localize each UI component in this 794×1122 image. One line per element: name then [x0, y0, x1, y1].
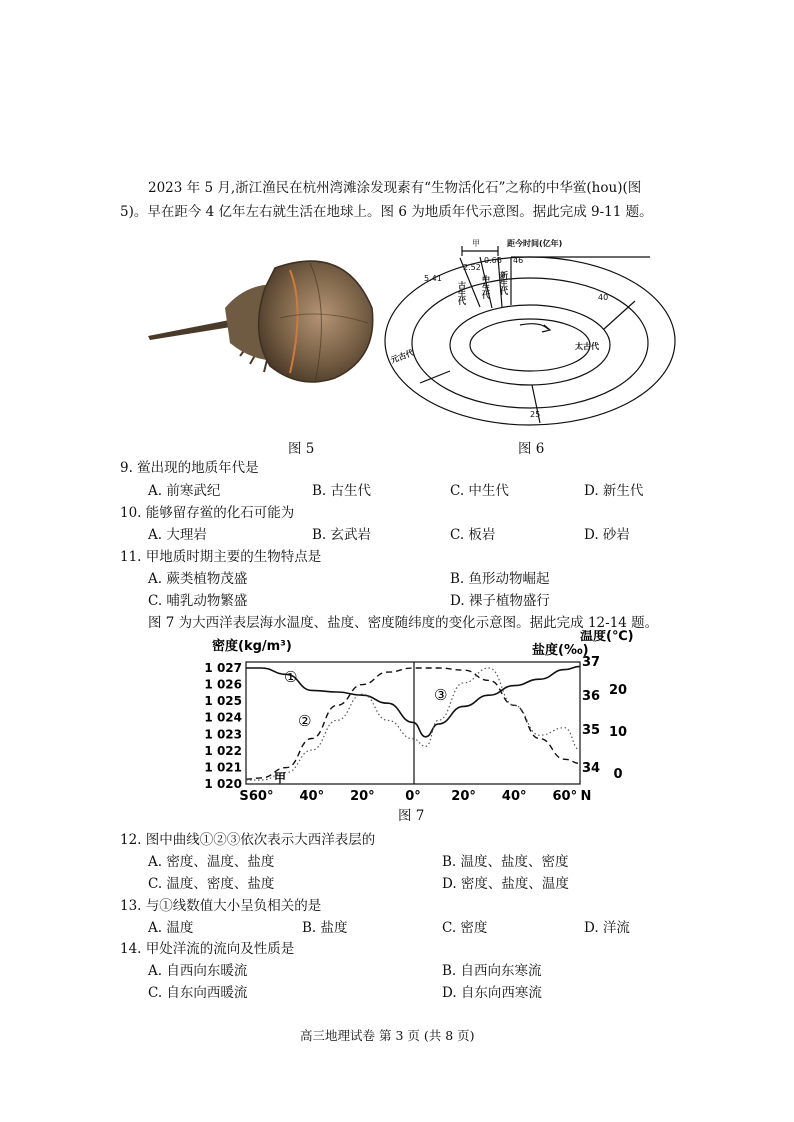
horseshoe-crab-image — [140, 248, 380, 398]
temperature-axis-label: 温度(℃) — [580, 630, 634, 644]
q11-option-c[interactable]: C. 哺乳动物繁盛 — [148, 593, 248, 609]
question-9: 9. 鲎出现的地质年代是 — [120, 460, 259, 476]
density-tick-label: 1 026 — [204, 677, 242, 692]
era-archean: 太古代 — [575, 342, 599, 351]
temperature-tick-label: 10 — [608, 725, 628, 740]
atlantic-surface-chart — [198, 630, 638, 810]
q11-option-b[interactable]: B. 鱼形动物崛起 — [450, 571, 550, 587]
series-1-label: ① — [284, 668, 298, 686]
salinity-tick-label: 35 — [582, 723, 601, 738]
q13-option-c[interactable]: C. 密度 — [442, 920, 488, 936]
x-tick-label: S — [239, 789, 249, 804]
q11-option-d[interactable]: D. 裸子植物盛行 — [450, 593, 550, 609]
fig6-caption: 图 6 — [518, 441, 545, 457]
jia-marker: 甲 — [274, 771, 287, 785]
q13-option-b[interactable]: B. 盐度 — [302, 920, 348, 936]
era-proterozoic: 元古代 — [389, 348, 416, 365]
salinity-tick-label: 37 — [582, 655, 601, 670]
q10-option-b[interactable]: B. 玄武岩 — [312, 527, 372, 543]
x-tick-label: 20° — [350, 789, 375, 804]
temperature-tick-label: 20 — [608, 683, 628, 698]
page-footer: 高三地理试卷 第 3 页 (共 8 页) — [300, 1028, 475, 1043]
question-11: 11. 甲地质时期主要的生物特点是 — [120, 549, 322, 565]
density-tick-label: 1 020 — [204, 777, 242, 791]
x-tick-label: 0° — [405, 789, 421, 804]
q11-option-a[interactable]: A. 蕨类植物茂盛 — [148, 571, 248, 587]
q13-option-d[interactable]: D. 洋流 — [584, 920, 630, 936]
density-tick-label: 1 023 — [204, 727, 242, 742]
q10-option-c[interactable]: C. 板岩 — [450, 527, 496, 543]
tick-2.52: 2.52 — [463, 263, 481, 272]
time-axis-header: 距今时间(亿年) — [507, 239, 563, 248]
density-axis-label: 密度(kg/m³) — [212, 639, 292, 654]
q12-option-a[interactable]: A. 密度、温度、盐度 — [148, 854, 275, 870]
series-2-label: ② — [298, 712, 312, 730]
intro-fig7: 图 7 为大西洋表层海水温度、盐度、密度随纬度的变化示意图。据此完成 12-14 题。 — [148, 615, 659, 631]
era-mesozoic: 中生代 — [481, 275, 491, 299]
question-13: 13. 与①线数值大小呈负相关的是 — [120, 898, 322, 914]
density-tick-label: 1 022 — [204, 743, 242, 758]
density-tick-label: 1 027 — [204, 661, 242, 675]
series-3-label: ③ — [434, 686, 448, 704]
density-tick-label: 1 024 — [204, 710, 242, 725]
salinity-axis-label: 盐度(‰) — [532, 643, 589, 658]
tick-25: 25 — [530, 410, 541, 419]
q9-option-b[interactable]: B. 古生代 — [312, 483, 372, 499]
era-cenozoic: 新生代 — [499, 271, 509, 295]
tick-5.41: 5.41 — [424, 274, 442, 283]
q13-option-a[interactable]: A. 温度 — [148, 920, 194, 936]
q9-option-a[interactable]: A. 前寒武纪 — [148, 483, 221, 499]
q9-option-d[interactable]: D. 新生代 — [584, 483, 644, 499]
question-14: 14. 甲处洋流的流向及性质是 — [120, 941, 295, 957]
geologic-time-diagram — [380, 233, 680, 433]
x-tick-label: 20° — [451, 789, 476, 804]
q14-option-c[interactable]: C. 自东向西暖流 — [148, 985, 248, 1001]
q12-option-d[interactable]: D. 密度、盐度、温度 — [442, 876, 569, 892]
fig7-caption: 图 7 — [398, 808, 425, 824]
tick-0.66: 0.66 — [484, 256, 502, 265]
x-tick-label: 40° — [299, 789, 325, 804]
q10-option-d[interactable]: D. 砂岩 — [584, 527, 630, 543]
q10-option-a[interactable]: A. 大理岩 — [148, 527, 207, 543]
density-tick-label: 1 021 — [204, 760, 242, 775]
density-tick-label: 1 025 — [204, 694, 242, 709]
tick-46: 46 — [513, 256, 524, 265]
jia-label: 甲 — [472, 239, 480, 248]
x-tick-label: N — [580, 789, 592, 804]
x-tick-label: 40° — [501, 789, 527, 804]
q12-option-c[interactable]: C. 温度、密度、盐度 — [148, 876, 275, 892]
era-paleozoic: 古生代 — [457, 281, 467, 305]
q12-option-b[interactable]: B. 温度、盐度、密度 — [442, 854, 569, 870]
tick-40: 40 — [598, 293, 609, 302]
temperature-tick-label: 0 — [613, 767, 623, 782]
intro-line-2: 5)。早在距今 4 亿年左右就生活在地球上。图 6 为地质年代示意图。据此完成 9-11 题。 — [120, 204, 653, 220]
question-12: 12. 图中曲线①②③依次表示大西洋表层的 — [120, 832, 376, 848]
fig5-caption: 图 5 — [288, 441, 315, 457]
q14-option-a[interactable]: A. 自西向东暖流 — [148, 963, 248, 979]
q9-option-c[interactable]: C. 中生代 — [450, 483, 509, 499]
salinity-tick-label: 36 — [582, 689, 601, 704]
q14-option-d[interactable]: D. 自东向西寒流 — [442, 985, 542, 1001]
question-10: 10. 能够留存鲎的化石可能为 — [120, 505, 295, 521]
x-tick-label: 60° — [248, 789, 274, 804]
x-tick-label: 60° — [552, 789, 578, 804]
intro-line-1: 2023 年 5 月,浙江渔民在杭州湾滩涂发现素有“生物活化石”之称的中华鲎(hou)(图 — [148, 180, 642, 196]
salinity-tick-label: 34 — [582, 761, 601, 776]
q14-option-b[interactable]: B. 自西向东寒流 — [442, 963, 542, 979]
